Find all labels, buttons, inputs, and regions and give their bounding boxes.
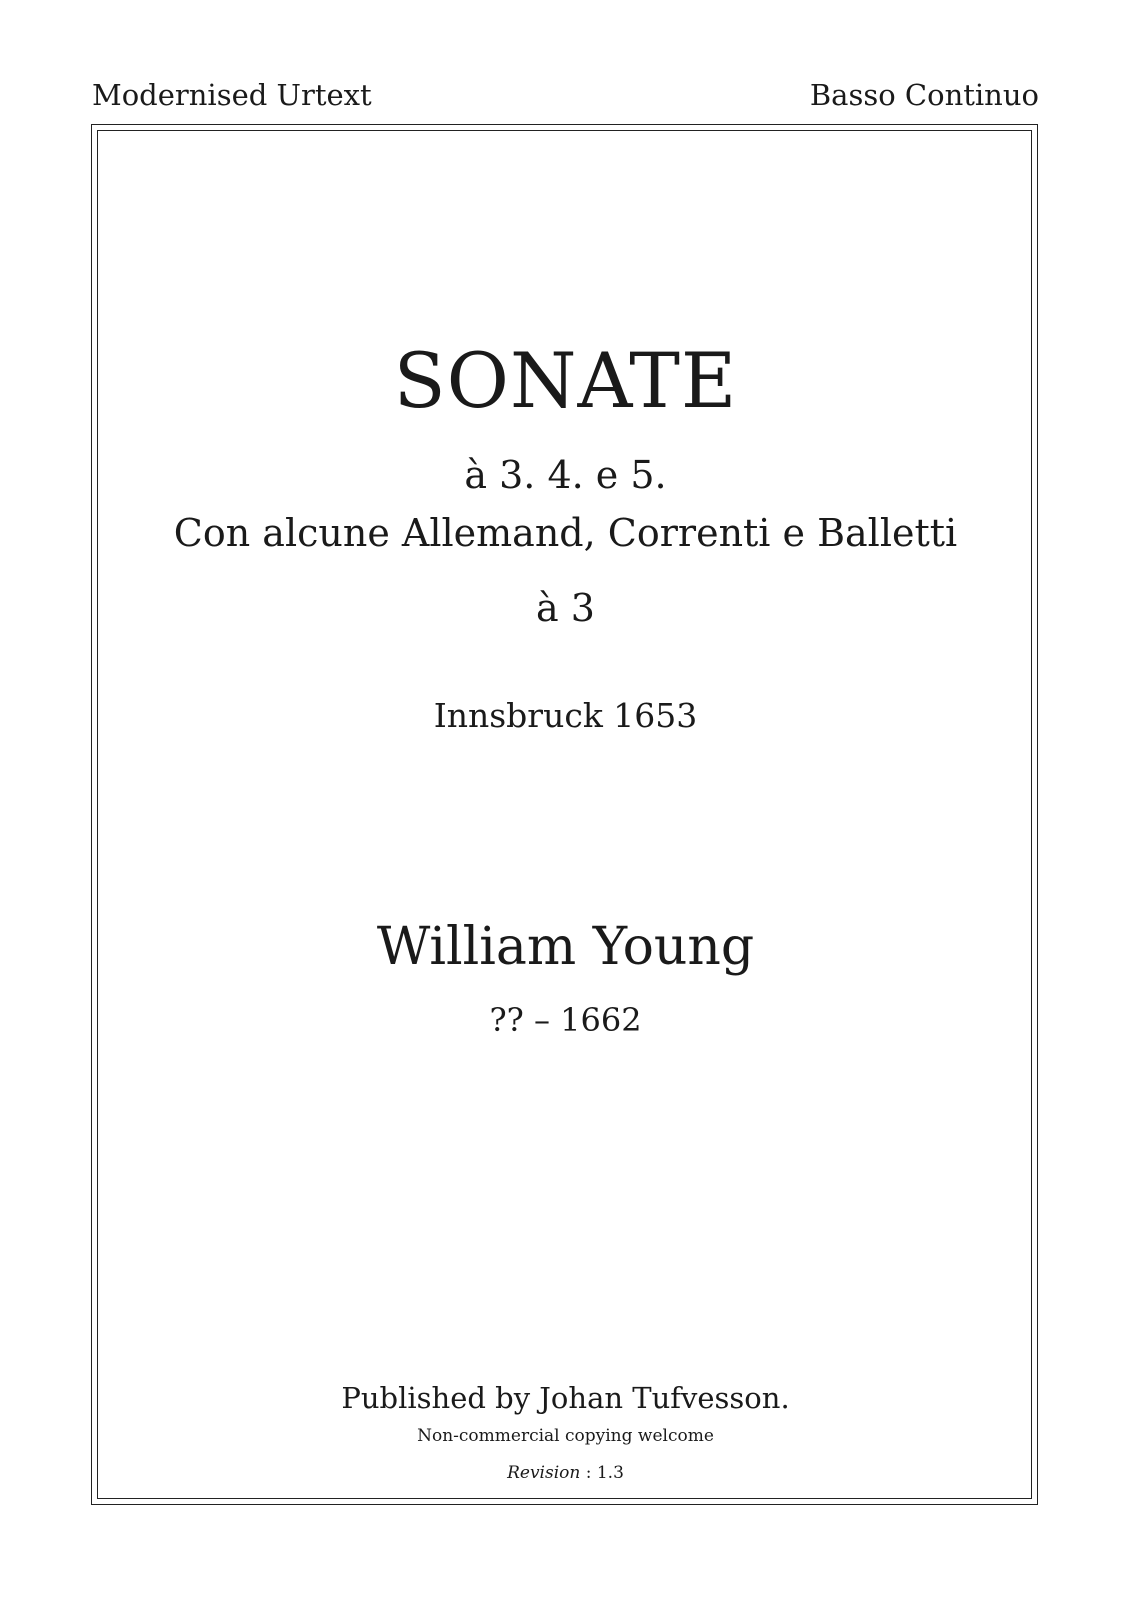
copying-notice: Non-commercial copying welcome	[417, 1426, 714, 1446]
revision-line	[0, 1462, 1131, 1484]
part-name-label: Basso Continuo	[809, 78, 1039, 112]
page-border-outer	[91, 124, 1038, 1505]
subtitle-line-3: à 3	[536, 586, 595, 630]
composer-name: William Young	[376, 917, 755, 977]
revision-value: : 1.3	[580, 1463, 624, 1483]
page-title: SONATE	[393, 336, 738, 425]
subtitle-line-2: Con alcune Allemand, Correnti e Balletti	[173, 511, 958, 555]
composer-dates: ?? – 1662	[489, 1001, 642, 1039]
subtitle-line-1: à 3. 4. e 5.	[464, 453, 667, 497]
revision-label: Revision	[507, 1463, 581, 1483]
place-year: Innsbruck 1653	[433, 696, 698, 735]
publisher-line: Published by Johan Tufvesson.	[341, 1381, 790, 1415]
edition-type-label: Modernised Urtext	[92, 78, 372, 112]
